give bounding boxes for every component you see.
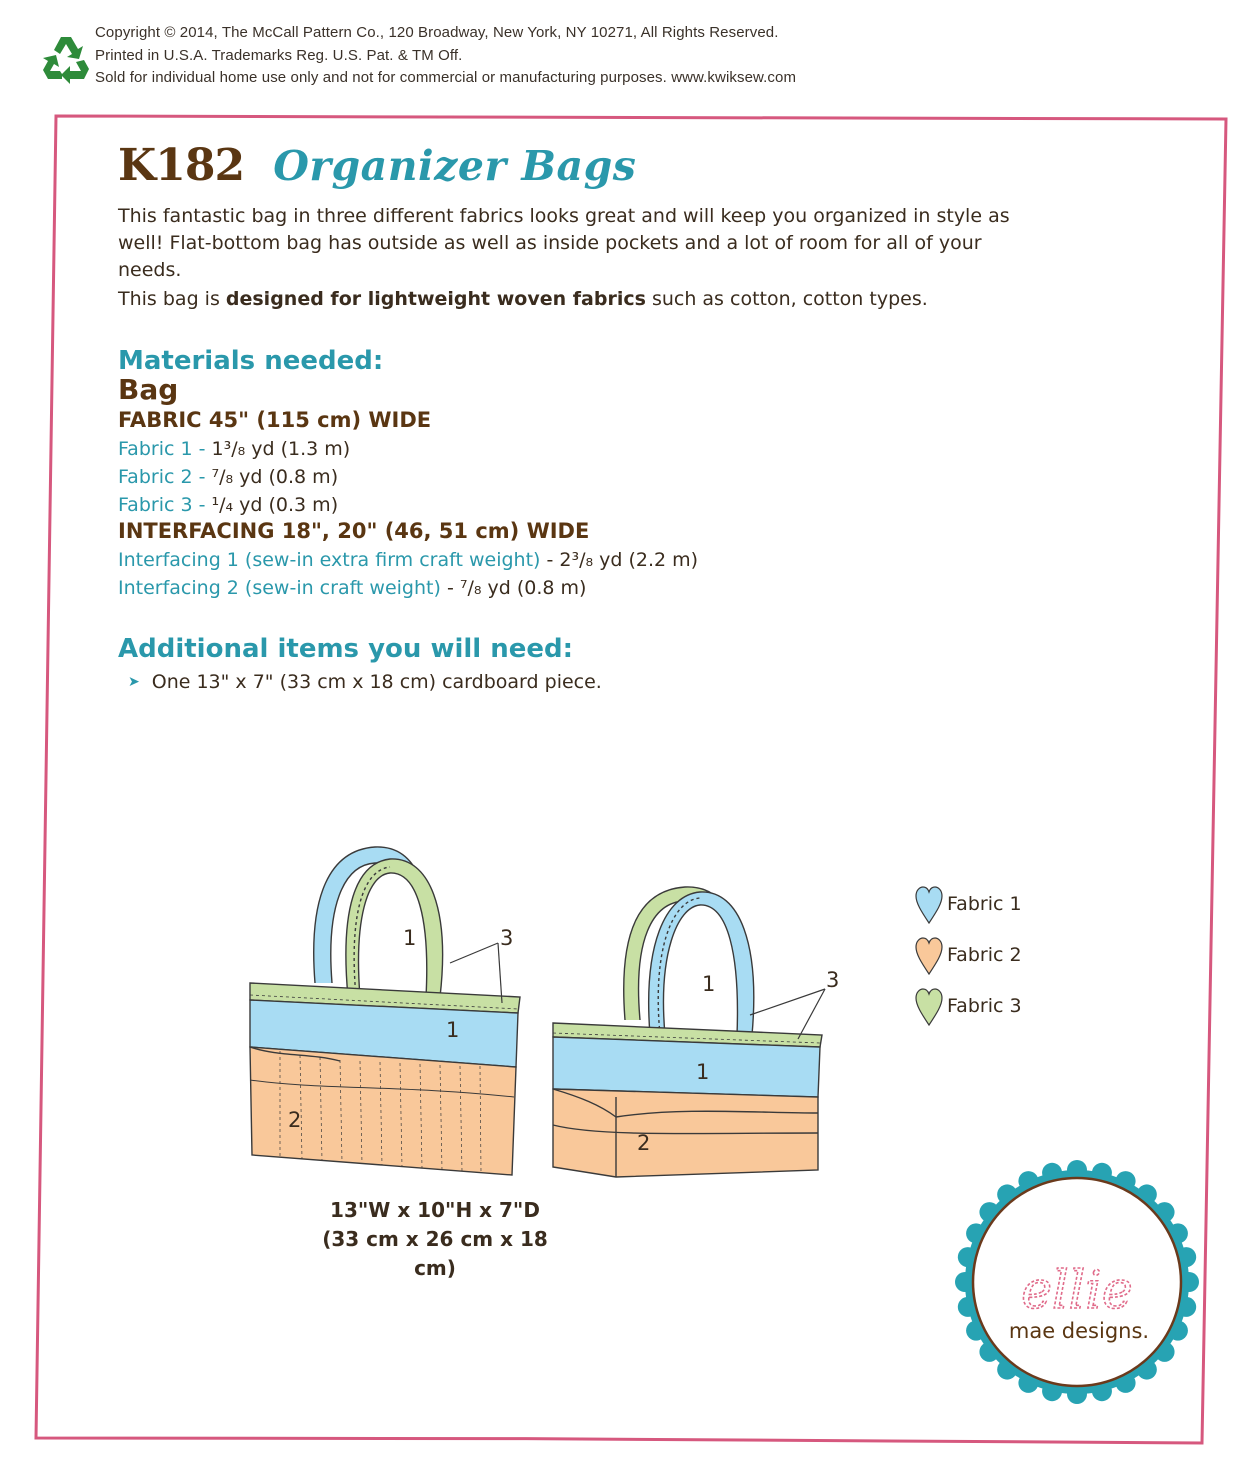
interfacing-heading: INTERFACING 18", 20" (46, 51 cm) WIDE	[118, 519, 590, 543]
copyright-notice	[95, 22, 796, 90]
right-bag-label: 3	[826, 968, 840, 992]
fabric-line	[118, 494, 338, 516]
copyright-line-3: Sold for individual home use only and not for commercial or manufacturing purposes. www.kwiksew.com	[95, 69, 797, 86]
heart-icon	[915, 936, 943, 976]
fabric-suggestion-prefix: This bag is	[118, 288, 226, 310]
list-item	[128, 671, 602, 693]
legend-label: Fabric 3	[947, 995, 1022, 1017]
legend-label: Fabric 1	[947, 893, 1022, 915]
pattern-name: Organizer Bags	[273, 142, 637, 190]
logo-script: ellie	[1021, 1261, 1133, 1321]
list-item-text: One 13" x 7" (33 cm x 18 cm) cardboard piece.	[151, 671, 602, 693]
materials-heading: Materials needed:	[118, 346, 384, 376]
interfacing-amount: - 2³/₈ yd (2.2 m)	[540, 549, 699, 571]
right-bag-label: 1	[702, 972, 716, 996]
fabric-amount: 1³/₈ yd (1.3 m)	[211, 438, 351, 460]
pattern-number: K182	[118, 140, 245, 191]
bullet-arrow-icon: ➤	[128, 674, 140, 690]
logo-text: mae designs.	[1008, 1319, 1150, 1343]
fabric-suggestion-suffix: such as cotton, cotton types.	[645, 288, 928, 310]
fabric-amount: ¹/₄ yd (0.3 m)	[211, 494, 339, 516]
bag-illustration	[240, 835, 840, 1195]
interfacing-amount: - ⁷/₈ yd (0.8 m)	[440, 577, 587, 599]
recycle-icon	[40, 34, 92, 84]
left-bag-label: 1	[403, 926, 417, 950]
fabric-suggestion-bold: designed for lightweight woven fabrics	[225, 288, 646, 310]
fabric-line	[118, 438, 350, 460]
dimensions	[300, 1196, 570, 1283]
copyright-line-1: Copyright © 2014, The McCall Pattern Co., 120 Broadway, New York, NY 10271, All Rights Reserved.	[95, 24, 779, 41]
left-bag-label: 2	[288, 1108, 302, 1132]
copyright-line-2: Printed in U.S.A. Trademarks Reg. U.S. Pat. & TM Off.	[95, 46, 463, 64]
fabric-label: Fabric 2 -	[118, 466, 212, 488]
fabric-suggestion	[118, 286, 928, 313]
view-heading: Bag	[118, 373, 179, 406]
heart-icon	[915, 885, 943, 925]
heart-icon	[915, 987, 943, 1027]
fabric-line	[118, 466, 338, 488]
dimensions-imperial: 13"W x 10"H x 7"D	[330, 1198, 540, 1222]
fabric-label: Fabric 1 -	[118, 438, 212, 460]
left-bag-label: 3	[500, 926, 514, 950]
interfacing-label: Interfacing 2 (sew-in craft weight)	[118, 577, 441, 599]
legend-label: Fabric 2	[947, 944, 1022, 966]
interfacing-line	[118, 549, 698, 571]
fabric-label: Fabric 3 -	[118, 494, 212, 516]
right-bag-label: 1	[696, 1060, 710, 1084]
description-paragraph: This fantastic bag in three different fabrics looks great and will keep you organized in style as well! Flat-bottom bag has outside as well as inside pockets and a lot of room for all of your needs.	[118, 205, 1010, 281]
title-row	[118, 140, 636, 191]
interfacing-line	[118, 577, 586, 599]
fabric-heading: FABRIC 45" (115 cm) WIDE	[118, 408, 432, 432]
fabric-amount: ⁷/₈ yd (0.8 m)	[211, 466, 339, 488]
dimensions-metric: (33 cm x 26 cm x 18 cm)	[322, 1227, 548, 1280]
additional-heading: Additional items you will need:	[118, 634, 574, 664]
right-bag-label: 2	[637, 1131, 651, 1155]
left-bag-label: 1	[446, 1018, 460, 1042]
interfacing-label: Interfacing 1 (sew-in extra firm craft weight)	[118, 549, 541, 571]
brand-logo	[955, 1160, 1200, 1405]
